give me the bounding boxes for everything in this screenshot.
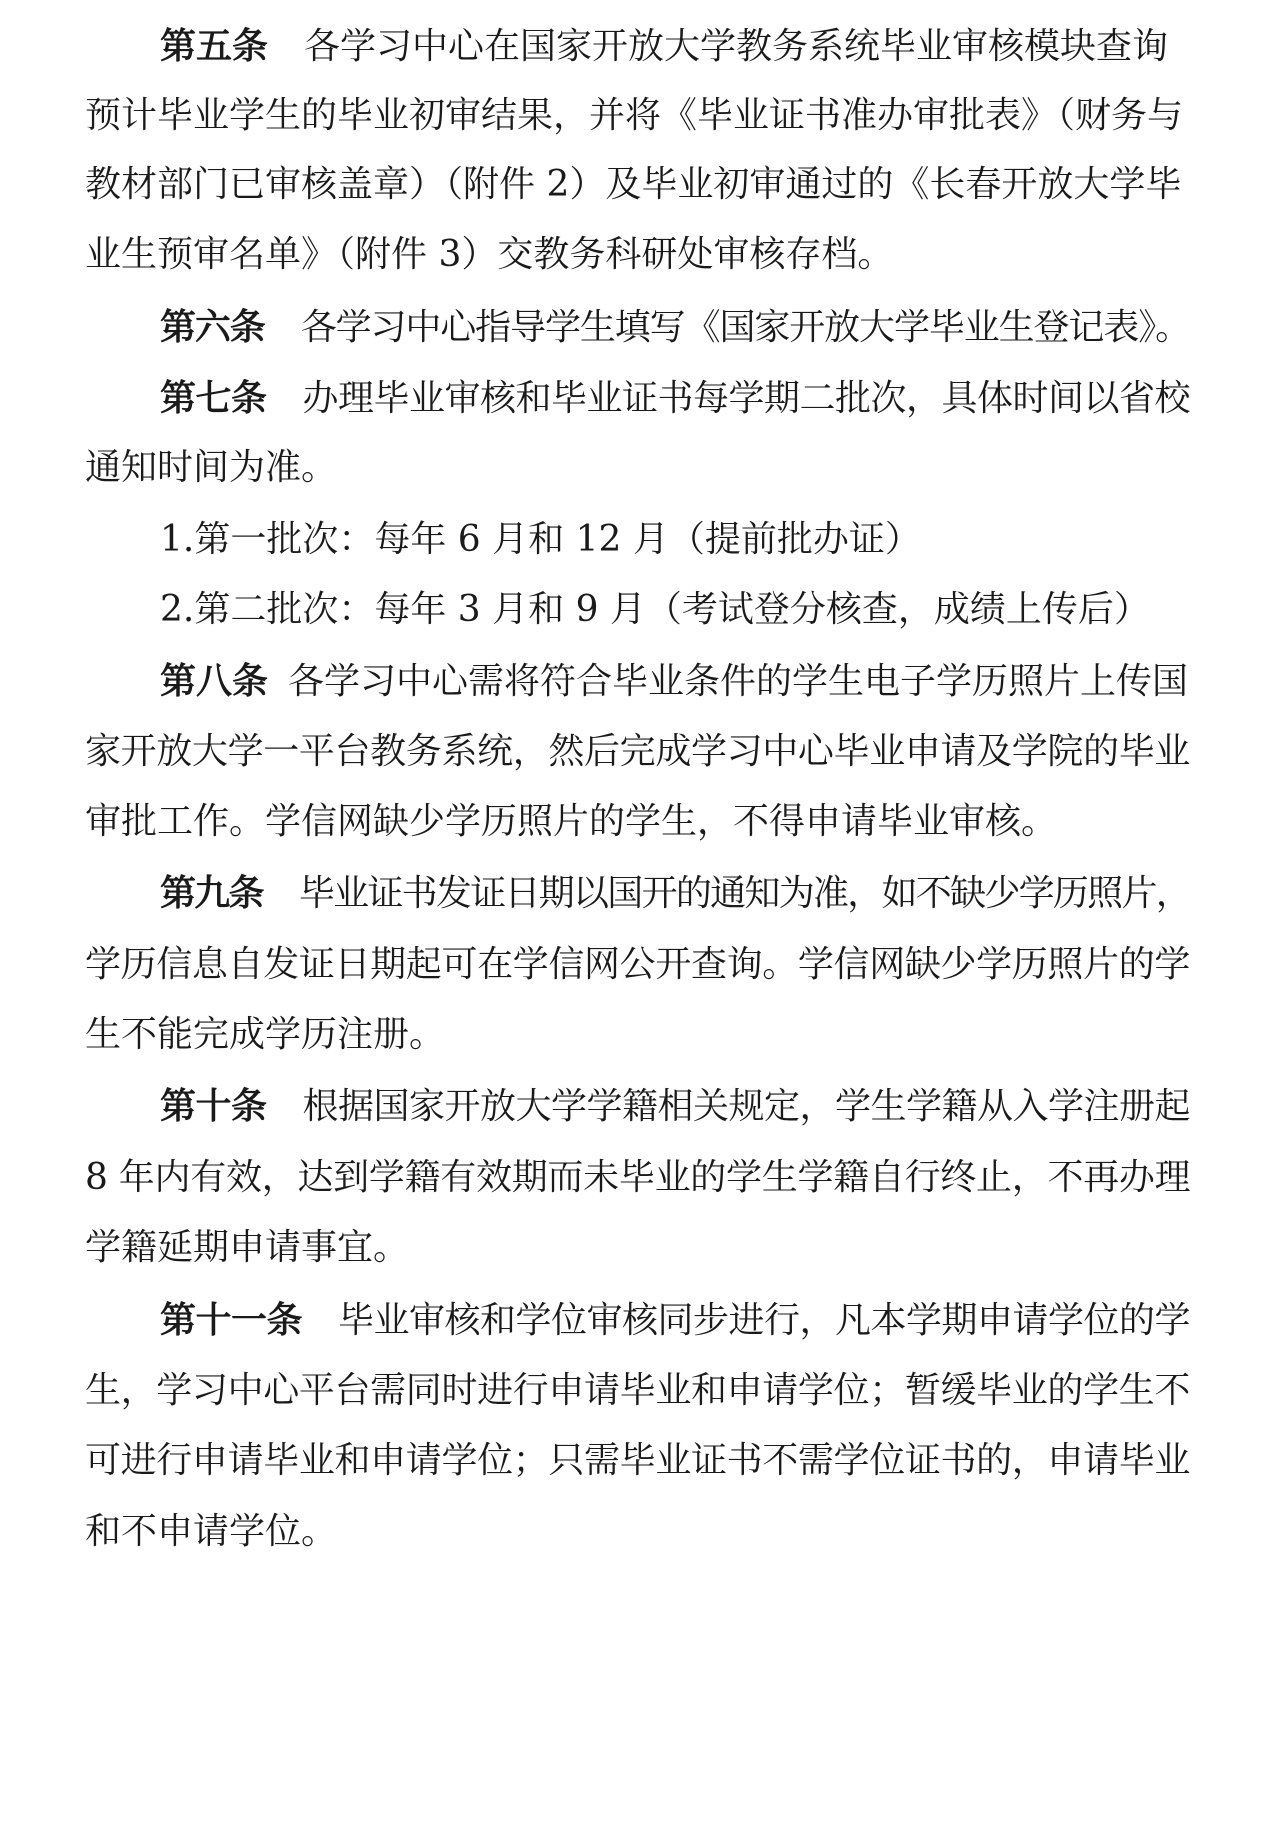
article-9-heading: 第九条 <box>160 872 263 914</box>
article-6-line-1: 第六条 各学习中心指导学生填写《国家开放大学毕业生登记表》。 <box>160 306 1191 348</box>
article-7-line-2: 通知时间为准。 <box>85 447 338 488</box>
article-5-line-3: 教材部门已审核盖章）（附件 2）及毕业初审通过的《长春开放大学毕 <box>85 164 1182 205</box>
article-7-line-1: 第七条 办理毕业审核和毕业证书每学期二批次，具体时间以省校 <box>160 377 1191 419</box>
list-item-1: 1.第一批次：每年 6 月和 12 月（提前批办证） <box>160 519 921 560</box>
article-9-line-2: 学历信息自发证日期起可在学信网公开查询。学信网缺少学历照片的学 <box>85 944 1191 985</box>
article-5-line-4: 业生预审名单》（附件 3）交教务科研处审核存档。 <box>85 234 894 275</box>
article-9-line-3: 生不能完成学历注册。 <box>85 1014 446 1055</box>
article-5-line-1: 第五条 各学习中心在国家开放大学教务系统毕业审核模块查询 <box>160 25 1169 67</box>
article-10-line-1: 第十条 根据国家开放大学学籍相关规定，学生学籍从入学注册起 <box>160 1085 1191 1127</box>
article-9-line-1: 第九条 毕业证书发证日期以国开的通知为准，如不缺少学历照片， <box>160 872 1191 914</box>
article-8-line-3: 审批工作。学信网缺少学历照片的学生，不得申请毕业审核。 <box>85 801 1058 842</box>
article-10-line-2: 8 年内有效，达到学籍有效期而未毕业的学生学籍自行终止，不再办理 <box>85 1157 1191 1198</box>
article-7-heading: 第七条 <box>160 377 267 419</box>
list-item-2: 2.第二批次：每年 3 月和 9 月（考试登分核查，成绩上传后） <box>160 589 1150 630</box>
article-11-line-1: 第十一条 毕业审核和学位审核同步进行，凡本学期申请学位的学 <box>160 1299 1191 1341</box>
article-11-line-2: 生，学习中心平台需同时进行申请毕业和申请学位；暂缓毕业的学生不 <box>85 1370 1191 1411</box>
article-5-heading: 第五条 <box>160 25 269 67</box>
article-10-line-3: 学籍延期申请事宜。 <box>85 1227 410 1268</box>
article-8-heading: 第八条 <box>160 660 269 702</box>
article-8-line-2: 家开放大学一平台教务系统，然后完成学习中心毕业申请及学院的毕业 <box>85 731 1191 772</box>
article-11-heading: 第十一条 <box>160 1299 303 1341</box>
article-11-line-3: 可进行申请毕业和申请学位；只需毕业证书不需学位证书的，申请毕业 <box>85 1440 1191 1481</box>
article-11-line-4: 和不申请学位。 <box>85 1511 338 1552</box>
article-5-line-2: 预计毕业学生的毕业初审结果，并将《毕业证书准办审批表》（财务与 <box>85 95 1184 136</box>
article-6-heading: 第六条 <box>160 306 265 348</box>
article-8-line-1: 第八条 各学习中心需将符合毕业条件的学生电子学历照片上传国 <box>160 660 1189 702</box>
article-10-heading: 第十条 <box>160 1085 267 1127</box>
